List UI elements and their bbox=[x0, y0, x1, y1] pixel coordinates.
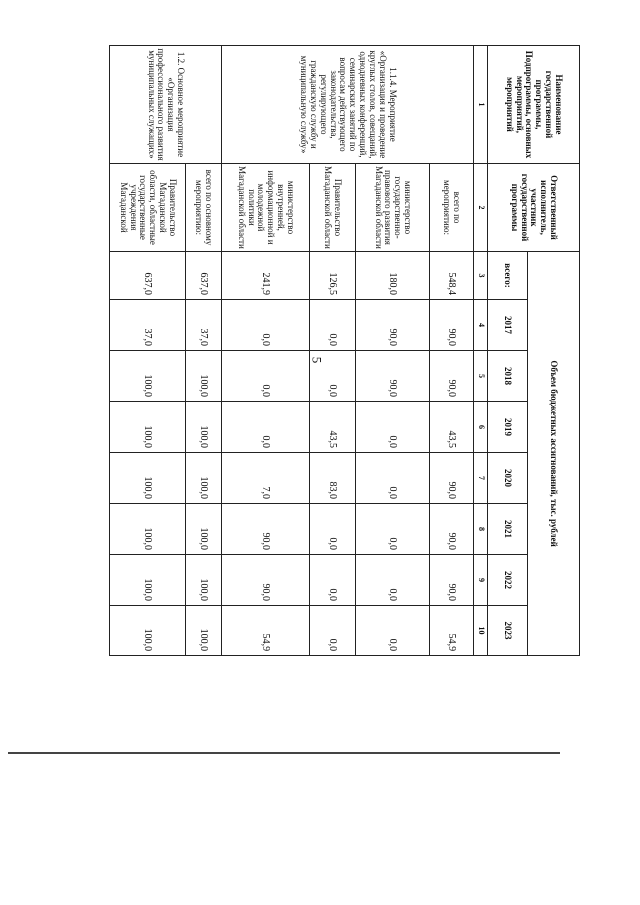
value-cell: 637,0 bbox=[110, 252, 186, 300]
value-cell: 54,9 bbox=[222, 606, 310, 656]
value-cell: 90,0 bbox=[356, 351, 430, 402]
header-year: 2022 bbox=[488, 555, 528, 606]
value-cell: 7,0 bbox=[222, 453, 310, 504]
table-row bbox=[430, 46, 474, 656]
header-name: Наименование государственной программы, Подпрограммы, основных мероприятий, мероприятий bbox=[488, 46, 580, 164]
page-number: 5 bbox=[309, 356, 325, 364]
value-cell: 37,0 bbox=[186, 300, 222, 351]
value-cell: 90,0 bbox=[356, 300, 430, 351]
value-cell: 100,0 bbox=[110, 504, 186, 555]
header-row-1 bbox=[528, 46, 580, 656]
value-cell: 0,0 bbox=[356, 453, 430, 504]
value-cell: 90,0 bbox=[430, 300, 474, 351]
executor-cell: министерство государственно-правового развития Магаданской области bbox=[356, 164, 430, 252]
value-cell: 90,0 bbox=[430, 504, 474, 555]
header-year: 2019 bbox=[488, 402, 528, 453]
column-number-row bbox=[474, 46, 488, 656]
value-cell: 637,0 bbox=[186, 252, 222, 300]
value-cell: 0,0 bbox=[310, 504, 356, 555]
column-number: 2 bbox=[474, 164, 488, 252]
value-cell: 90,0 bbox=[430, 453, 474, 504]
value-cell: 0,0 bbox=[356, 402, 430, 453]
value-cell: 100,0 bbox=[186, 351, 222, 402]
value-cell: 0,0 bbox=[222, 402, 310, 453]
value-cell: 0,0 bbox=[356, 606, 430, 656]
column-number: 1 bbox=[474, 46, 488, 164]
value-cell: 180,0 bbox=[356, 252, 430, 300]
footer-divider bbox=[8, 752, 560, 754]
executor-cell: министерство внутренней, информационной и молодежной политики Магаданской области bbox=[222, 164, 310, 252]
value-cell: 37,0 bbox=[110, 300, 186, 351]
executor-cell: всего по мероприятию: bbox=[430, 164, 474, 252]
value-cell: 0,0 bbox=[310, 555, 356, 606]
column-number: 4 bbox=[474, 300, 488, 351]
column-number: 3 bbox=[474, 252, 488, 300]
value-cell: 0,0 bbox=[310, 606, 356, 656]
column-number: 6 bbox=[474, 402, 488, 453]
column-number: 5 bbox=[474, 351, 488, 402]
value-cell: 241,9 bbox=[222, 252, 310, 300]
executor-cell: Правительство Магаданской области, областные государственные учреждения Магаданской bbox=[110, 164, 186, 252]
value-cell: 0,0 bbox=[222, 300, 310, 351]
activity-name: 1.2. Основное мероприятие «Организация профессионального развития муниципальных служащих» bbox=[110, 46, 222, 164]
value-cell: 43,5 bbox=[310, 402, 356, 453]
value-cell: 100,0 bbox=[186, 453, 222, 504]
value-cell: 548,4 bbox=[430, 252, 474, 300]
header-year: 2023 bbox=[488, 606, 528, 656]
executor-cell: всего по основному мероприятию: bbox=[186, 164, 222, 252]
value-cell: 83,0 bbox=[310, 453, 356, 504]
value-cell: 43,5 bbox=[430, 402, 474, 453]
value-cell: 100,0 bbox=[110, 351, 186, 402]
value-cell: 100,0 bbox=[186, 555, 222, 606]
column-number: 9 bbox=[474, 555, 488, 606]
column-number: 7 bbox=[474, 453, 488, 504]
header-year: 2017 bbox=[488, 300, 528, 351]
value-cell: 100,0 bbox=[186, 504, 222, 555]
value-cell: 54,9 bbox=[430, 606, 474, 656]
executor-cell: Правительство Магаданской области bbox=[310, 164, 356, 252]
column-number: 10 bbox=[474, 606, 488, 656]
value-cell: 100,0 bbox=[110, 555, 186, 606]
column-number: 8 bbox=[474, 504, 488, 555]
value-cell: 100,0 bbox=[110, 606, 186, 656]
value-cell: 100,0 bbox=[110, 402, 186, 453]
value-cell: 0,0 bbox=[310, 300, 356, 351]
rotated-table-container bbox=[110, 45, 580, 655]
header-executor: Ответственный исполнитель, участник государственной программы bbox=[488, 164, 580, 252]
value-cell: 100,0 bbox=[110, 453, 186, 504]
value-cell: 90,0 bbox=[430, 351, 474, 402]
value-cell: 126,5 bbox=[310, 252, 356, 300]
header-year: 2018 bbox=[488, 351, 528, 402]
value-cell: 90,0 bbox=[222, 504, 310, 555]
header-total: всего: bbox=[488, 252, 528, 300]
value-cell: 100,0 bbox=[186, 402, 222, 453]
header-year: 2021 bbox=[488, 504, 528, 555]
value-cell: 90,0 bbox=[222, 555, 310, 606]
budget-table bbox=[109, 45, 580, 656]
value-cell: 0,0 bbox=[310, 351, 356, 402]
header-year: 2020 bbox=[488, 453, 528, 504]
table-row bbox=[186, 46, 222, 656]
value-cell: 90,0 bbox=[430, 555, 474, 606]
value-cell: 0,0 bbox=[356, 555, 430, 606]
value-cell: 100,0 bbox=[186, 606, 222, 656]
header-volume: Объем бюджетных ассигнований, тыс. рублей bbox=[528, 252, 580, 656]
value-cell: 0,0 bbox=[222, 351, 310, 402]
value-cell: 0,0 bbox=[356, 504, 430, 555]
activity-name: 1.1.4. Мероприятие «Организация и проведение круглых столов, совещаний, однодневных конференций, семинарских занятий по вопросам действующего законодательства, регулирующего гражданскую службу и муниципальную службу» bbox=[222, 46, 474, 164]
